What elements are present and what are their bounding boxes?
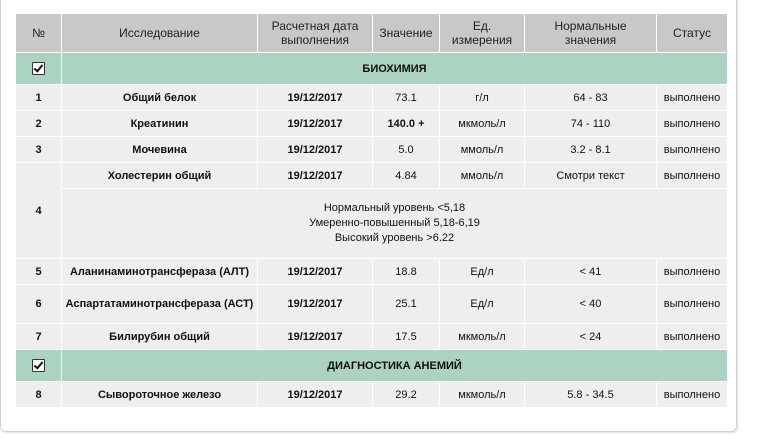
row-normal: 5.8 - 34.5 <box>525 382 657 408</box>
section-checkbox[interactable] <box>32 62 45 75</box>
row-date: 19/12/2017 <box>258 111 373 137</box>
row-unit: мкмоль/л <box>440 382 525 408</box>
row-unit: ммоль/л <box>440 163 525 189</box>
row-num: 8 <box>16 382 62 408</box>
row-date: 19/12/2017 <box>258 285 373 324</box>
row-normal: 74 - 110 <box>525 111 657 137</box>
section-row-anemia <box>16 350 728 382</box>
row-value: 25.1 <box>373 285 440 324</box>
row-date: 19/12/2017 <box>258 324 373 350</box>
row-status: выполнено <box>657 259 728 285</box>
section-checkbox-cell <box>16 53 62 85</box>
row-unit: мкмоль/л <box>440 324 525 350</box>
row-test: Аланинаминотрансфераза (АЛТ) <box>62 259 258 285</box>
row-status: выполнено <box>657 111 728 137</box>
row-test: Аспартатаминотрансфераза (АСТ) <box>62 285 258 324</box>
note-line: Высокий уровень >6.22 <box>334 232 455 244</box>
row-num: 4 <box>16 163 62 259</box>
row-status: выполнено <box>657 285 728 324</box>
row-status: выполнено <box>657 163 728 189</box>
row-normal: Смотри текст <box>525 163 657 189</box>
header-normal: Нормальные значения <box>525 14 657 53</box>
section-title: БИОХИМИЯ <box>62 53 728 85</box>
row-num: 1 <box>16 85 62 111</box>
row-status: выполнено <box>657 324 728 350</box>
table-row <box>16 111 728 137</box>
row-normal: < 41 <box>525 259 657 285</box>
row-value: 18.8 <box>373 259 440 285</box>
row-status: выполнено <box>657 137 728 163</box>
table-row <box>16 382 728 408</box>
table-row <box>16 163 728 189</box>
row-value: 5.0 <box>373 137 440 163</box>
row-value: 29.2 <box>373 382 440 408</box>
row-normal: 3.2 - 8.1 <box>525 137 657 163</box>
row-unit: Ед/л <box>440 285 525 324</box>
note-line: Нормальный уровень <5,18 <box>323 202 466 214</box>
section-row-biochemistry <box>16 53 728 85</box>
row-test: Креатинин <box>62 111 258 137</box>
row-test: Мочевина <box>62 137 258 163</box>
row-date: 19/12/2017 <box>258 163 373 189</box>
row-value: 17.5 <box>373 324 440 350</box>
row-normal: 64 - 83 <box>525 85 657 111</box>
row-unit: мкмоль/л <box>440 111 525 137</box>
table-row <box>16 85 728 111</box>
row-normal: < 24 <box>525 324 657 350</box>
header-unit: Ед. измерения <box>440 14 525 53</box>
row-date: 19/12/2017 <box>258 85 373 111</box>
reference-note-row <box>16 189 728 259</box>
header-test: Исследование <box>62 14 258 53</box>
section-checkbox-cell <box>16 350 62 382</box>
row-value: 4.84 <box>373 163 440 189</box>
row-unit: Ед/л <box>440 259 525 285</box>
header-status: Статус <box>657 14 728 53</box>
header-num: № <box>16 14 62 53</box>
row-num: 7 <box>16 324 62 350</box>
table-row <box>16 259 728 285</box>
row-num: 3 <box>16 137 62 163</box>
row-value: 73.1 <box>373 85 440 111</box>
results-table <box>15 13 728 408</box>
row-num: 6 <box>16 285 62 324</box>
table-row <box>16 324 728 350</box>
note-line: Умеренно-повышенный 5,18-6,19 <box>309 217 480 229</box>
table-row <box>16 137 728 163</box>
header-value: Значение <box>373 14 440 53</box>
row-num: 5 <box>16 259 62 285</box>
row-num: 2 <box>16 111 62 137</box>
row-unit: г/л <box>440 85 525 111</box>
section-title: ДИАГНОСТИКА АНЕМИЙ <box>62 350 728 382</box>
row-test: Сывороточное железо <box>62 382 258 408</box>
table-header-row <box>16 14 728 53</box>
row-date: 19/12/2017 <box>258 259 373 285</box>
section-checkbox[interactable] <box>32 359 45 372</box>
row-normal: < 40 <box>525 285 657 324</box>
row-status: выполнено <box>657 85 728 111</box>
row-unit: ммоль/л <box>440 137 525 163</box>
row-value-abnormal: 140.0 + <box>373 111 440 137</box>
row-test: Билирубин общий <box>62 324 258 350</box>
row-date: 19/12/2017 <box>258 382 373 408</box>
row-test: Холестерин общий <box>62 163 258 189</box>
header-date: Расчетная дата выполнения <box>258 14 373 53</box>
row-date: 19/12/2017 <box>258 137 373 163</box>
table-row <box>16 285 728 324</box>
row-test: Общий белок <box>62 85 258 111</box>
reference-note <box>62 189 728 259</box>
row-status: выполнено <box>657 382 728 408</box>
